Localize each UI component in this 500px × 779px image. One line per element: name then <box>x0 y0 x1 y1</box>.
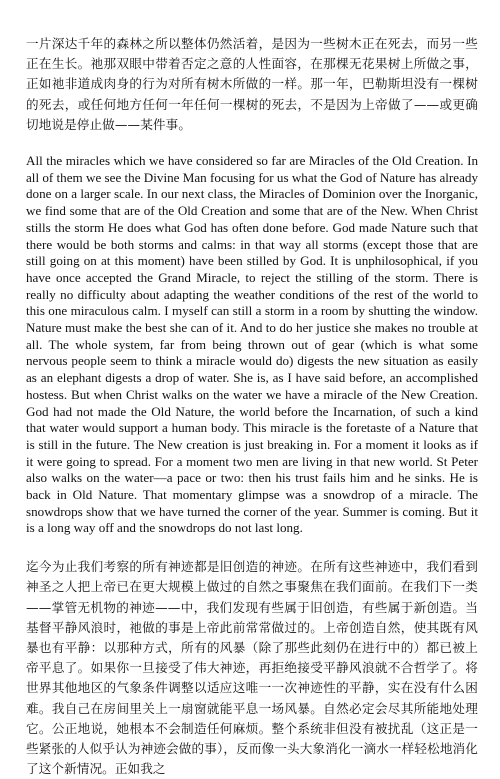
chinese-paragraph-translation: 迄今为止我们考察的所有神迹都是旧创造的神迹。在所有这些神迹中，我们看到神圣之人把上帝已在更大规模上做过的自然之事聚焦在我们面前。在我们下一类——掌管无机物的神迹——中，我们发现有些属于旧创造，有些属于新创造。当基督平静风浪时，祂做的事是上帝此前常常做过的。上帝创造自然，使其既有风暴也有平静：以那种方式，所有的风暴（除了那些此刻仍在进行中的）都已被上帝平息了。如果你一旦接受了伟大神迹，再拒绝接受平静风浪就不合哲学了。将世界其他地区的气象条件调整以适应这唯一一次神迹性的平静，实在没有什么困难。我自己在房间里关上一扇窗就能平息一场风暴。自然必定会尽其所能地处理它。公正地说，她根本不会制造任何麻烦。整个系统非但没有被扰乱（这正是一些紧张的人似乎认为神迹会做的事），反而像一头大象消化一滴水一样轻松地消化了这个新情况。正如我之 <box>26 559 478 777</box>
chinese-paragraph-intro: 一片深达千年的森林之所以整体仍然活着，是因为一些树木正在死去，而另一些正在生长。祂那双眼中带着否定之意的人性面容，在那棵无花果树上所做之事，正如祂非道成肉身的行为对所有树木所做的一样。那一年，巴勒斯坦没有一棵树的死去，或任何地方任何一年任何一棵树的死去，不是因为上帝做了——或更确切地说是停止做——某件事。 <box>26 36 478 132</box>
english-paragraph: All the miracles which we have considered so far are Miracles of the Old Creation. In all of them we see the Divine Man focusing for us what the God of Nature has already done on a larger scale. In our next class, the Miracles of Dominion over the Inorganic, we find some that are of the Old Creation and some that are of the New. When Christ stills the storm He does what God has often done before. God made Nature such that there would be both storms and calms: in that way all storms (except those that are still going on at this moment) have been stilled by God. It is unphilosophical, if you have once accepted the Grand Miracle, to reject the stilling of the storm. There is really no difficulty about adapting the weather conditions of the rest of the world to this one miraculous calm. I myself can still a storm in a room by shutting the window. Nature must make the best she can of it. And to do her justice she makes no trouble at all. The whole system, far from being thrown out of gear (which is what some nervous people seem to think a miracle would do) digests the new situation as easily as an elephant digests a drop of water. She is, as I have said before, an accomplished hostess. But when Christ walks on the water we have a miracle of the New Creation. God had not made the Old Nature, the world before the Incarnation, of such a kind that water would support a human body. This miracle is the foretaste of a Nature that is still in the future. The New creation is just breaking in. For a moment it looks as if it were going to spread. For a moment two men are living in that new world. St Peter also walks on the water—a pace or two: then his trust fails him and he sinks. He is back in Old Nature. That momentary glimpse was a snowdrop of a miracle. The snowdrops show that we have turned the corner of the year. Summer is coming. But it is a long way off and the snowdrops do not last long. <box>26 153 478 536</box>
